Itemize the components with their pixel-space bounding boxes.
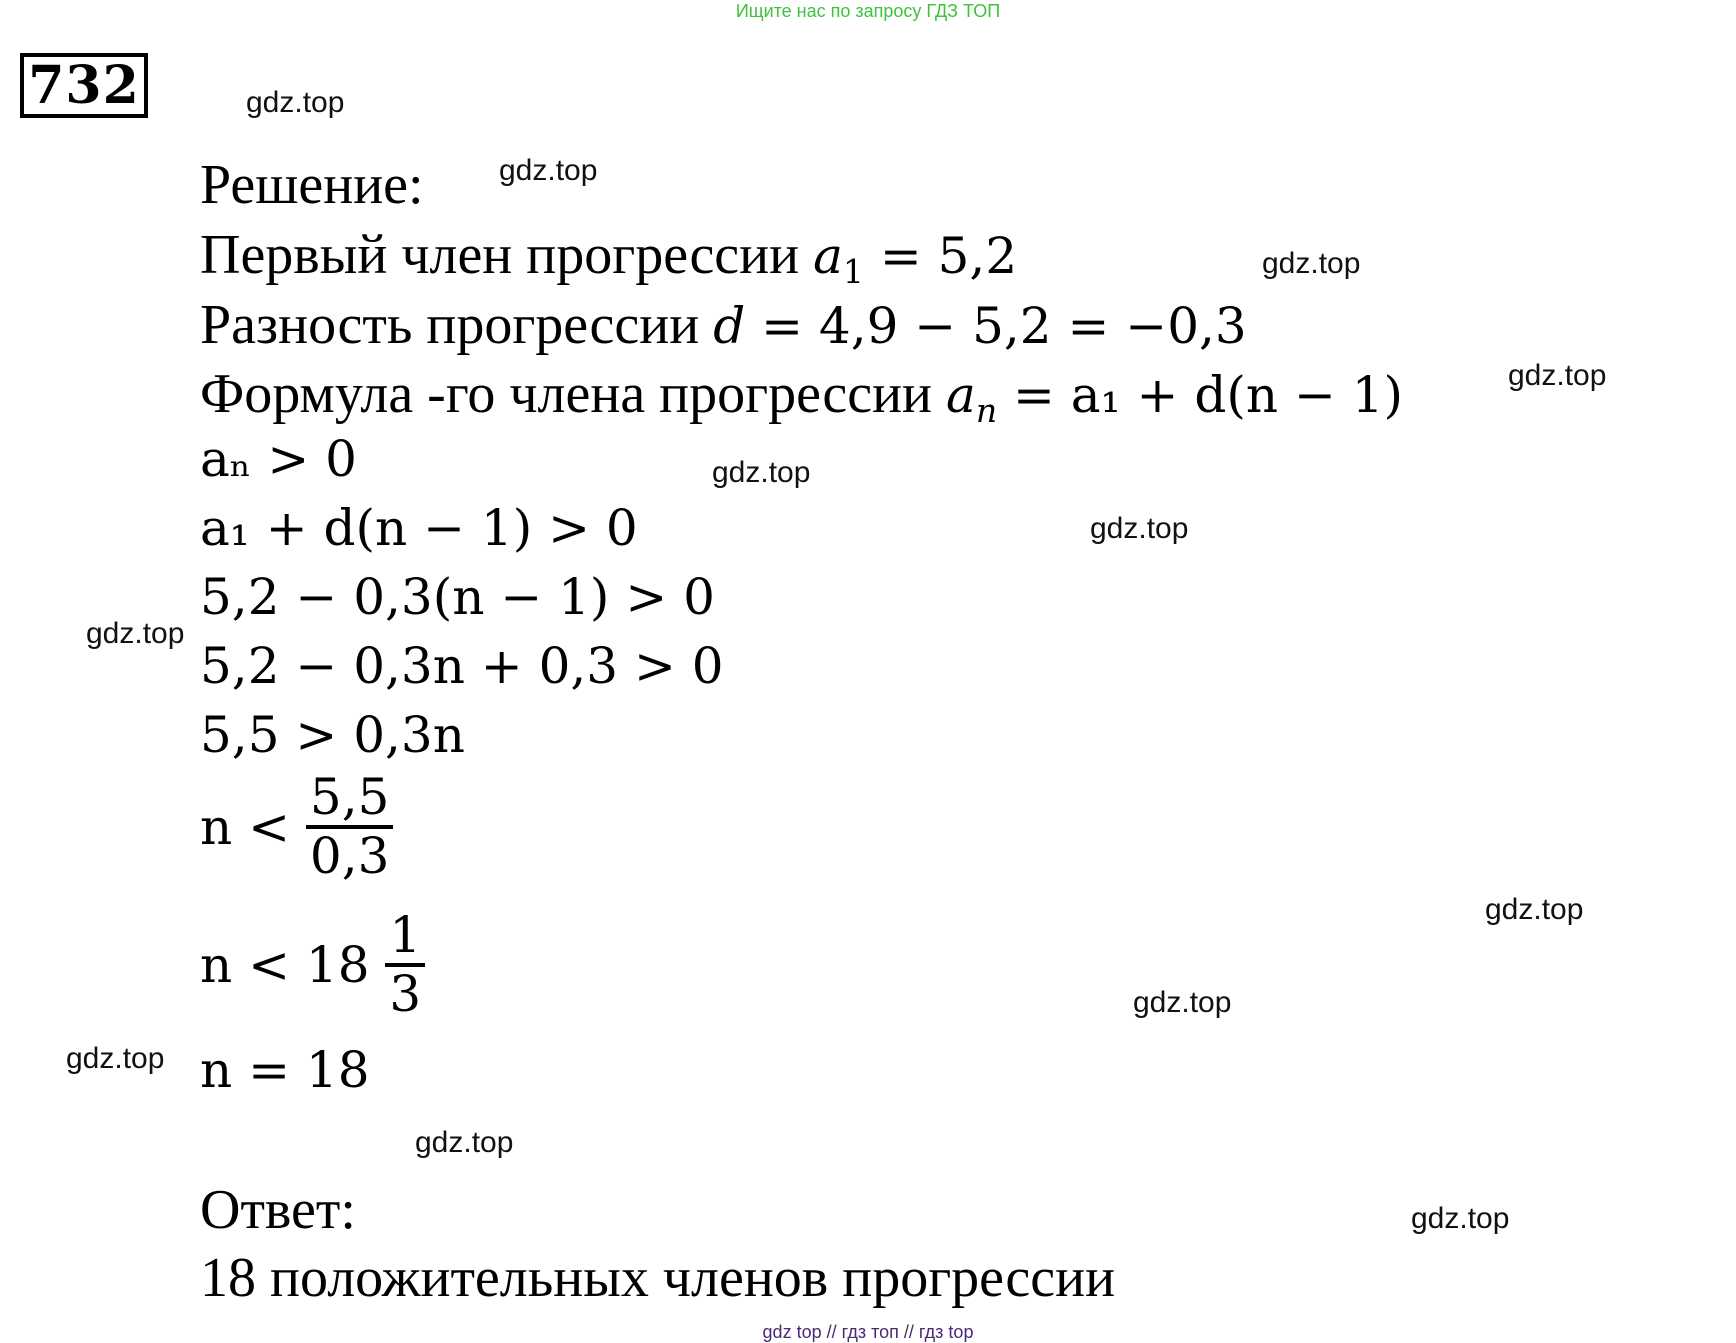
step-2: a₁ + d(n − 1) > 0 (200, 499, 638, 557)
watermark: gdz.top (1262, 247, 1361, 280)
answer-text: 18 положительных членов прогрессии (200, 1247, 1116, 1309)
final-step: n = 18 (200, 1041, 370, 1099)
fraction (306, 770, 394, 884)
formula-value: = a₁ + d(n − 1) (1013, 366, 1404, 424)
fraction-step (200, 770, 393, 884)
watermark: gdz.top (499, 154, 598, 187)
watermark: gdz.top (415, 1126, 514, 1159)
step-1: aₙ > 0 (200, 430, 357, 488)
answer-heading: Ответ: (200, 1179, 356, 1241)
step-4: 5,2 − 0,3n + 0,3 > 0 (200, 637, 724, 695)
solution-heading: Решение: (200, 154, 424, 216)
mixed-denominator: 3 (389, 965, 422, 1023)
difference-label: Разность прогрессии (200, 294, 700, 356)
mixed-fraction (385, 908, 425, 1022)
watermark: gdz.top (1133, 986, 1232, 1019)
mixed-number-step (200, 908, 425, 1022)
difference-line: Разность прогрессии d = 4,9 − 5,2 = −0,3 (200, 294, 1247, 356)
mixed-step-lhs: n < 18 (200, 936, 370, 994)
watermark: gdz.top (712, 456, 811, 489)
step-3: 5,2 − 0,3(n − 1) > 0 (200, 568, 715, 626)
first-term-line: Первый член прогрессии $a_1 = 5,2$ (200, 224, 1018, 291)
watermark: gdz.top (1090, 512, 1189, 545)
step-5: 5,5 > 0,3n (200, 706, 465, 764)
watermark: gdz.top (1411, 1202, 1510, 1235)
watermark: gdz.top (66, 1042, 165, 1075)
fraction-step-lhs: n < (200, 798, 290, 856)
watermark: gdz.top (246, 86, 345, 119)
mixed-numerator: 1 (385, 908, 425, 967)
watermark: gdz.top (1508, 359, 1607, 392)
formula-line: Формула -го члена прогрессии $a_n = a_1 + d(n - 1)$ (200, 363, 1404, 430)
fraction-numerator: 5,5 (306, 770, 394, 829)
first-term-label: Первый член прогрессии (200, 224, 800, 286)
watermark: gdz.top (86, 617, 185, 650)
watermark: gdz.top (1485, 893, 1584, 926)
first-term-value: = 5,2 (879, 227, 1018, 285)
top-banner[interactable]: Ищите нас по запросу ГДЗ ТОП (735, 1, 1001, 21)
fraction-denominator: 0,3 (309, 827, 390, 885)
footer-links[interactable]: gdz top // гдз топ // гдз top (762, 1322, 974, 1342)
formula-label: Формула -го члена прогрессии (200, 363, 933, 425)
problem-number: 732 (20, 53, 148, 118)
difference-value: = 4,9 − 5,2 = −0,3 (761, 297, 1247, 355)
